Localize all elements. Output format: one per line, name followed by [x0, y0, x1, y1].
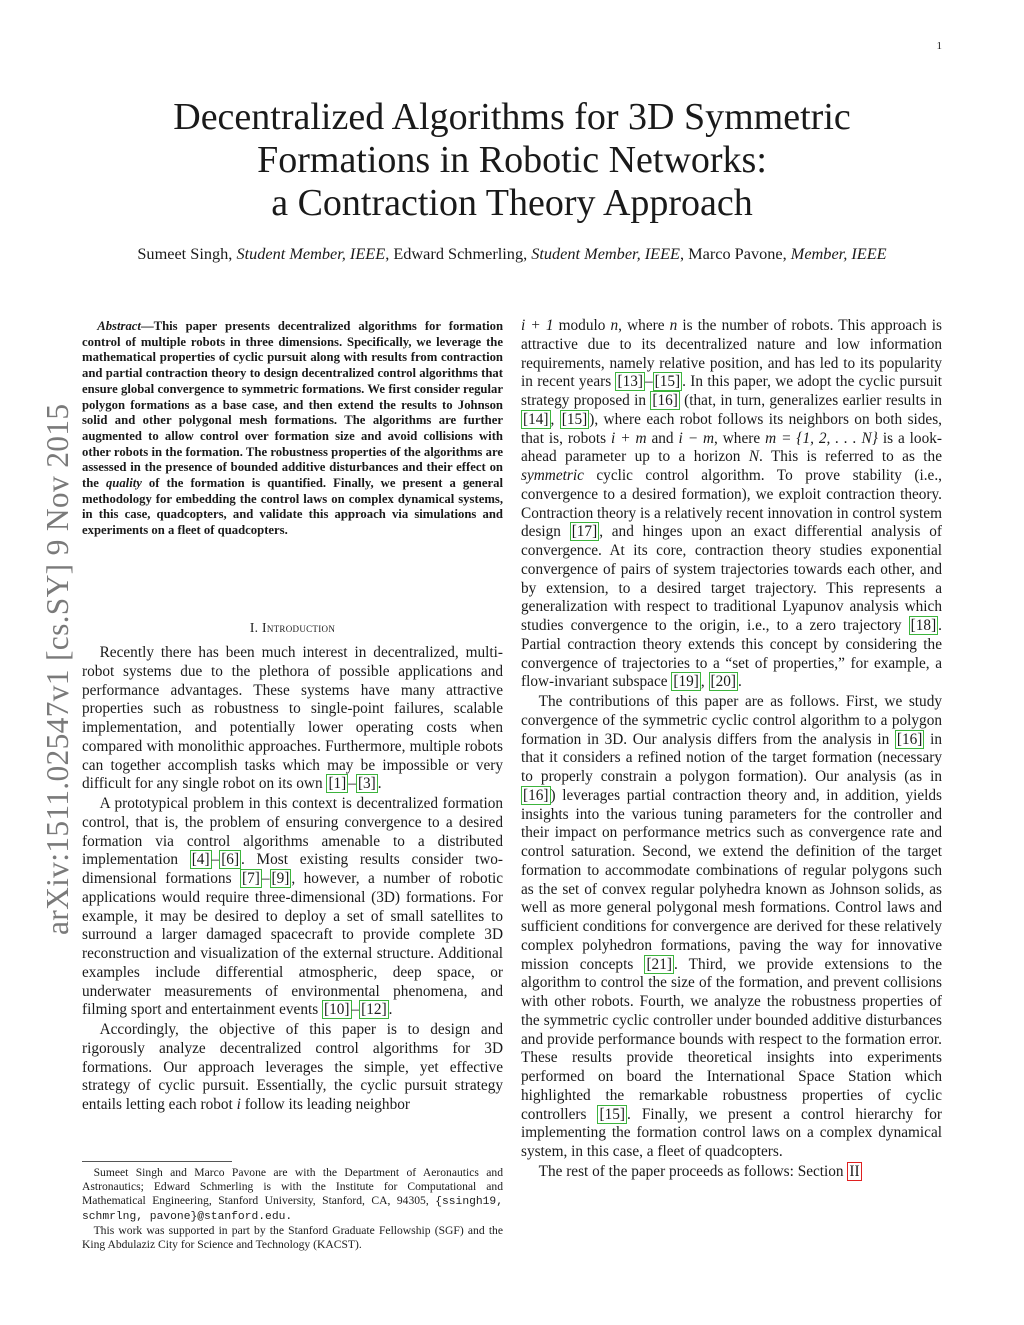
author-name: Sumeet Singh [137, 244, 229, 263]
math-symbol: n [610, 317, 619, 334]
text: in that it considers a refined notion of the target formation (necessary to properly constrain a polygon formation). Our analysis (as in [521, 730, 942, 785]
abstract-label: Abstract [97, 319, 141, 333]
emphasis: symmetric [521, 467, 584, 484]
title-line: Decentralized Algorithms for 3D Symmetric [173, 96, 851, 138]
text: and [646, 429, 679, 447]
text: (that, in turn, generalizes earlier results in [679, 392, 942, 409]
abstract-text: This paper presents decentralized algorithms for formation control of multiple robots in three dimensions. Specifically, we leverage the mathematical properties of cyclic pursuit along with results from contraction and partial contraction theory to design decentralized control algorithms that ensure global convergence to symmetric formations. We first consider regular polygon formations as a base case, and then extend the results to Johnson solid and other polygonal mesh formations. The algorithms are further augmented to allow control over formation size and avoid collisions with other robots in the formation. The robustness properties of the algorithms are assessed in the presence of bounded additive disturbances and their effect on the [82, 319, 503, 491]
section-reference-link[interactable]: II [849, 1162, 860, 1180]
citation-link[interactable]: [15] [654, 373, 681, 391]
text: . Partial contraction theory extends this concept by considering the convergence of trajectories to a “set of properties,” for example, a flow-invariant subspace [521, 617, 942, 691]
author-role: Member, IEEE [790, 244, 887, 263]
citation-link[interactable]: [14] [523, 410, 549, 428]
text: . [738, 673, 742, 691]
text: . Third, we provide extensions to the algorithm to control the size of the formation, and prevent collisions with other robots. Fourth, we analyze the robustness properties of the symmetric cyclic controller under bounded additive disturbances and provide performance bounds with respect to the formation error. These results provide theoretical insights into experiments performed on board the International Space Station which highlighted the remarkable robustness properties of cyclic controllers [521, 955, 942, 1123]
text: – [644, 373, 653, 391]
paragraph [521, 693, 942, 1162]
citation-link[interactable]: [3] [357, 775, 376, 793]
author-role: Student Member, IEEE [236, 244, 386, 263]
abstract-emphasis: quality [105, 476, 142, 491]
citation-link[interactable]: [10] [324, 1001, 350, 1019]
text: , however, a number of robotic applications would require three-dimensional (3D) formations. For example, it may be desired to deploy a set of small satellites to surround a larger damaged spacecraft to provide complete 3D reconstruction and visualization of the external structure. Additional examples include differential atmospheric, deep space, or underwater measurements of environmental phenomena, and filming sport and entertainment events [82, 870, 503, 1019]
paragraph [521, 1163, 942, 1182]
text: . This is referred to as the [759, 448, 942, 466]
citation-link[interactable]: [12] [361, 1001, 387, 1019]
citation-link[interactable]: [16] [896, 730, 923, 748]
introduction-body-right [521, 317, 942, 1183]
citation-link[interactable]: [1] [328, 775, 347, 793]
citation-link[interactable]: [9] [271, 870, 290, 887]
abstract-dash: — [140, 319, 154, 333]
author-name: Marco Pavone [688, 244, 783, 263]
text: Accordingly, the objective of this paper is to design and rigorously analyze decentralized control algorithms for 3D formations. Our approach leverages the simple, yet effective strategy of cyclic pursuit. Essentially, the cyclic pursuit strategy entails letting each robot [82, 1021, 503, 1113]
paper-title [110, 96, 914, 225]
text: . In this paper, we adopt the cyclic pursuit strategy proposed in [521, 373, 942, 409]
footnote-affiliation [82, 1166, 503, 1224]
author-name: Edward Schmerling [393, 244, 524, 263]
footnote [82, 1166, 503, 1252]
math-symbol: i − m [678, 429, 714, 447]
paragraph [82, 795, 503, 1020]
text: The rest of the paper proceeds as follows: Section [538, 1162, 848, 1180]
text: , where [714, 429, 766, 447]
arxiv-identifier-stamp: arXiv:1511.02547v1 [cs.SY] 9 Nov 2015 [40, 403, 75, 935]
text: . Finally, we present a control hierarchy for implementing the formation control laws on a complex dynamical system, in this case, a fleet of quadcopters. [521, 1105, 942, 1160]
title-line: a Contraction Theory Approach [271, 182, 753, 224]
author-role: Student Member, IEEE [531, 244, 680, 263]
text: . [377, 775, 382, 793]
citation-link[interactable]: [20] [710, 673, 737, 691]
abstract [82, 319, 503, 539]
text: Recently there has been much interest in decentralized, multi-robot systems due to the plethora of possible applications and performance advantages. These systems have many attractive properties such as robustness to single-point failures, scalable implementation, and potentially lower operating costs when compared with monolithic approaches. Furthermore, multiple robots can together accomplish tasks which may be impossible or very difficult for any single robot on its own [82, 644, 503, 793]
text: , and hinges upon an exact differential analysis of convergence. At its core, contraction theory studies exponential convergence of pairs of system trajectories towards each other, and by extension, to a desired target trajectory. This represents a generalization with respect to traditional Lyapunov analysis which studies convergence to the origin, i.e., to a zero trajectory [521, 523, 942, 634]
title-line: Formations in Robotic Networks: [257, 139, 767, 181]
introduction-body-left [82, 644, 503, 1116]
citation-link[interactable]: [6] [221, 851, 240, 869]
text: is a look-ahead parameter up to a horizon [521, 429, 942, 466]
text: , [550, 410, 560, 428]
math-symbol: n [669, 317, 678, 334]
text: is the number of robots. This approach is attractive due to its decentralized nature and low information requirements, namely relative position, and has led to its popularity in recent years [521, 317, 942, 391]
citation-link[interactable]: [4] [191, 851, 210, 869]
text: cyclic control algorithm. To prove stability (i.e., convergence to a desired formation), we exploit contraction theory. Contraction theory is a relatively recent innovation in control system design [521, 467, 942, 541]
text: – [261, 870, 270, 887]
citation-link[interactable]: [15] [599, 1105, 625, 1123]
text: . [388, 1001, 393, 1019]
section-numeral: I. [249, 620, 259, 635]
text: Sumeet Singh and Marco Pavone are with the Department of Aeronautics and Astronautics; Edward Schmerling is with the Institute for Computational and Mathematical Engineering, Stanford University, Stanford, CA, 94305, [82, 1166, 503, 1207]
author-list: Sumeet Singh, Student Member, IEEE, Edward Schmerling, Student Member, IEEE, Marco Pavone, Member, IEEE [137, 244, 887, 263]
math-symbol: i + m [611, 429, 647, 447]
citation-link[interactable]: [17] [571, 523, 598, 541]
citation-link[interactable]: [16] [652, 392, 678, 409]
text: – [211, 851, 220, 869]
text: , [700, 673, 709, 691]
text: ), where each robot follows its neighbors on both sides, that is, robots [521, 410, 943, 447]
footnote-divider [82, 1161, 232, 1162]
citation-link[interactable]: [7] [242, 870, 260, 887]
math-symbol: i + 1 [521, 317, 554, 334]
author-emails: {ssingh19, schmrlng, pavone}@stanford.edu. [82, 1196, 503, 1223]
citation-link[interactable]: [16] [523, 786, 549, 804]
citation-link[interactable]: [15] [561, 410, 588, 428]
text: – [351, 1001, 360, 1019]
text: . Most existing results consider two-dimensional formations [82, 851, 503, 887]
text: ) leverages partial contraction theory and, in addition, yields insights into the various tuning parameters for the controller and their impact on performance metrics such as convergence rate and control saturation. Second, we extend the definition of the target formation to accommodate combinations of regular polygons such as the set of convex regular polyhedra known as Johnson solids, as well as more general polygonal mesh formations. Control laws and sufficient conditions for convergence are derived for these relatively complex polyhedron formations, paving the way for innovative mission concepts [521, 786, 942, 973]
paragraph [82, 1021, 503, 1115]
text: A prototypical problem in this context is decentralized formation control, that is, the problem of ensuring convergence to a desired formation via control algorithms amenable to a distributed implementation [82, 795, 503, 869]
page-number: 1 [936, 40, 942, 52]
citation-link[interactable]: [19] [673, 673, 699, 691]
footnote-support: This work was supported in part by the Stanford Graduate Fellowship (SGF) and the King Abdulaziz City for Science and Technology (KACST). [82, 1224, 503, 1251]
section-heading-introduction [82, 620, 503, 636]
citation-link[interactable]: [21] [646, 955, 672, 973]
text: The contributions of this paper are as follows. First, we study convergence of the symmetric cyclic control algorithm to a polygon formation in 3D. Our analysis differs from the analysis in [521, 693, 942, 748]
paragraph [82, 644, 503, 794]
math-symbol: N [748, 448, 760, 466]
text: follow its leading neighbor [240, 1096, 410, 1113]
citation-link[interactable]: [13] [617, 373, 643, 391]
text: , where [618, 317, 670, 334]
paragraph [521, 317, 942, 692]
math-symbol: i [236, 1096, 241, 1113]
text: modulo [553, 317, 611, 334]
abstract-text: of the formation is quantified. Finally, we present a general methodology for embedding the control laws on complex dynamical systems, in this case, quadcopters, and validate this approach via simulations and experiments on a fleet of quadcopters. [82, 476, 503, 538]
math-symbol: m = {1, 2, . . . N} [765, 429, 878, 447]
text: – [348, 775, 356, 793]
citation-link[interactable]: [18] [910, 617, 937, 634]
section-title: Introduction [262, 620, 336, 635]
